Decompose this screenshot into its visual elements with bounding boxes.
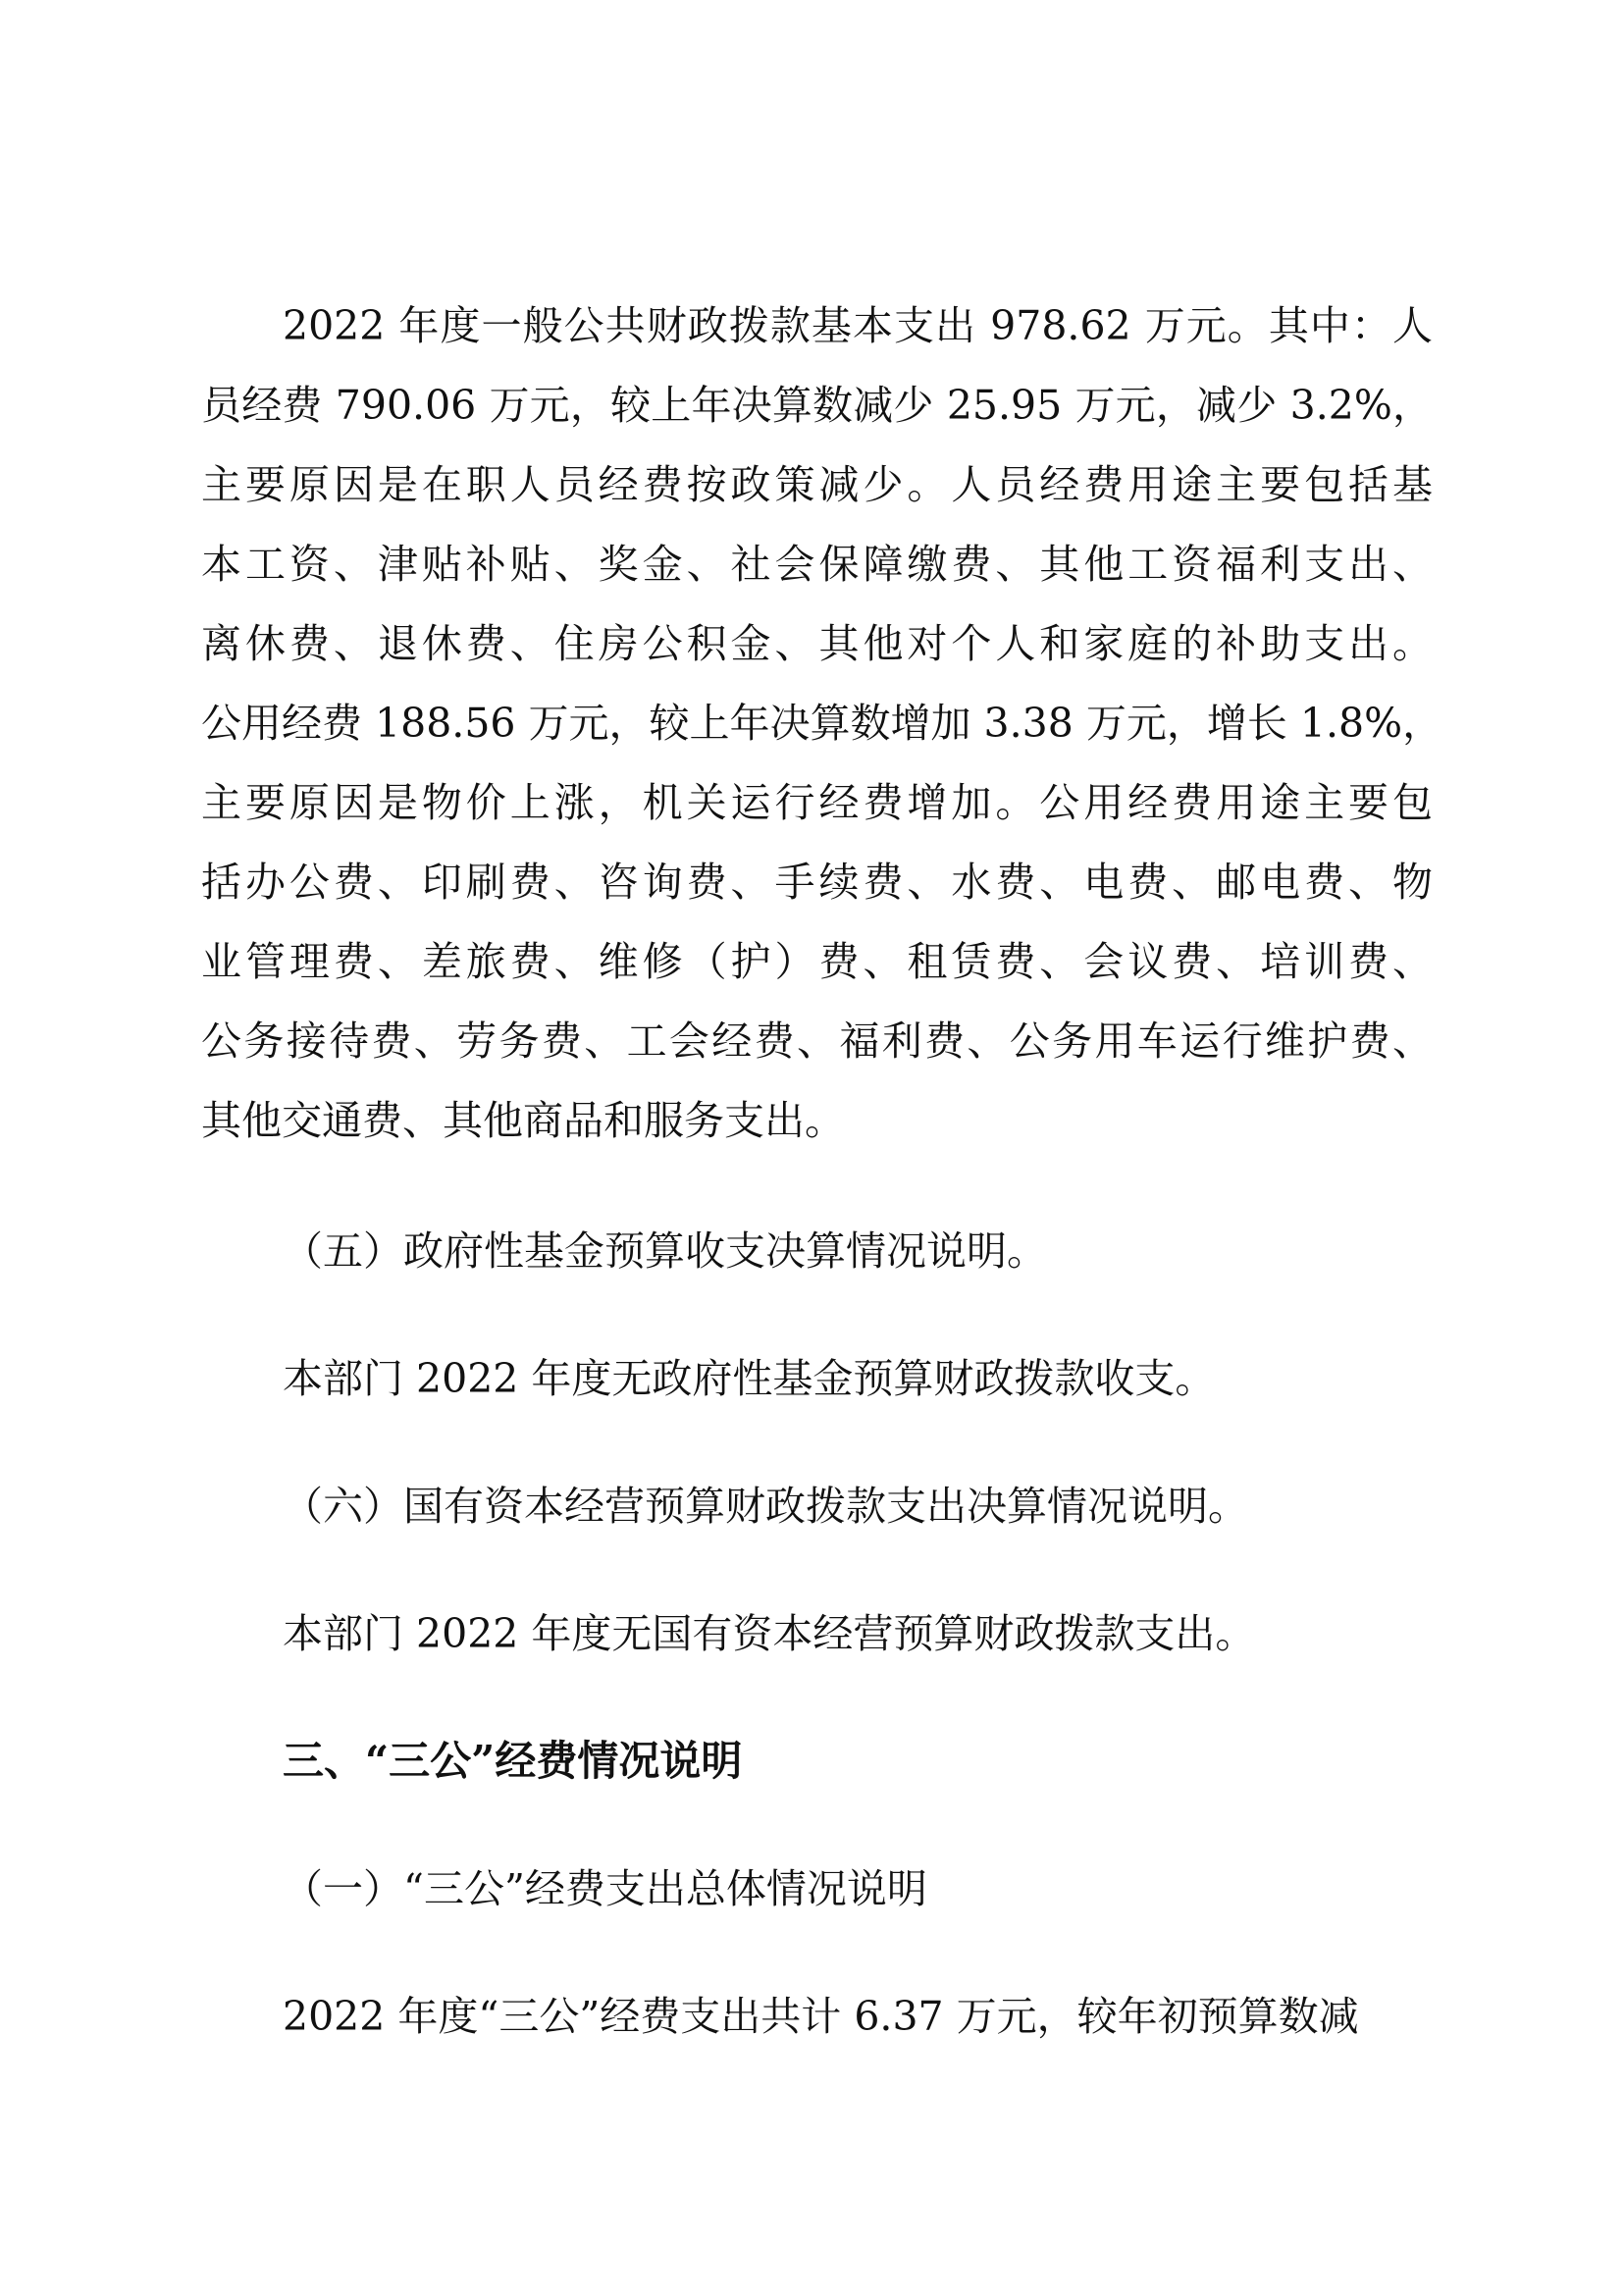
section-5-text: 本部门 2022 年度无政府性基金预算财政拨款收支。 — [283, 1355, 1216, 1402]
section-6-text: 本部门 2022 年度无国有资本经营预算财政拨款支出。 — [283, 1610, 1256, 1657]
part-3-sub-1-text: 2022 年度“三公”经费支出共计 6.37 万元，较年初预算数减 — [283, 1993, 1359, 2040]
paragraph-1-line-7: 主要原因是物价上涨，机关运行经费增加。公用经费用途主要包 — [201, 779, 1433, 826]
paragraph-1-line-9: 业管理费、差旅费、维修（护）费、租赁费、会议费、培训费、 — [201, 938, 1433, 985]
part-3-sub-1-title: （一）“三公”经费支出总体情况说明 — [283, 1865, 927, 1912]
paragraph-1-line-5: 离休费、退休费、住房公积金、其他对个人和家庭的补助支出。 — [201, 620, 1433, 667]
paragraph-1-line-4: 本工资、津贴补贴、奖金、社会保障缴费、其他工资福利支出、 — [201, 541, 1433, 588]
section-6-title: （六）国有资本经营预算财政拨款支出决算情况说明。 — [283, 1483, 1248, 1530]
paragraph-1-line-1: 2022 年度一般公共财政拨款基本支出 978.62 万元。其中：人 — [283, 302, 1433, 349]
paragraph-1-line-3: 主要原因是在职人员经费按政策减少。人员经费用途主要包括基 — [201, 461, 1433, 508]
paragraph-1-line-8: 括办公费、印刷费、咨询费、手续费、水费、电费、邮电费、物 — [201, 859, 1433, 906]
part-3-title: 三、“三公”经费情况说明 — [283, 1737, 743, 1785]
paragraph-1-line-11: 其他交通费、其他商品和服务支出。 — [201, 1097, 845, 1144]
paragraph-1-line-6: 公用经费 188.56 万元，较上年决算数增加 3.38 万元，增长 1.8%， — [201, 700, 1443, 747]
section-5-title: （五）政府性基金预算收支决算情况说明。 — [283, 1227, 1047, 1275]
paragraph-1-line-10: 公务接待费、劳务费、工会经费、福利费、公务用车运行维护费、 — [201, 1018, 1433, 1065]
paragraph-1-line-2: 员经费 790.06 万元，较上年决算数减少 25.95 万元，减少 3.2%， — [201, 382, 1433, 429]
